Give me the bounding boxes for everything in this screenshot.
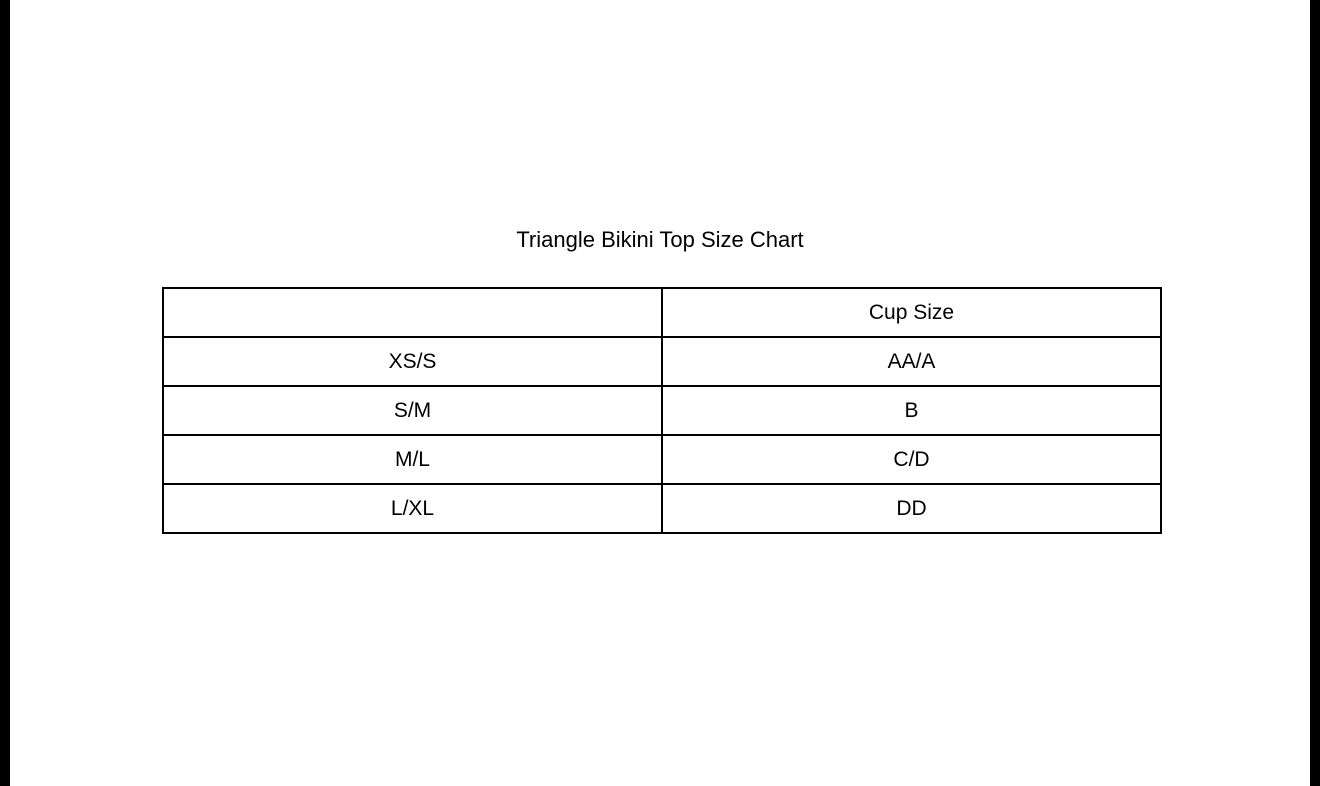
size-cell: L/XL [163,484,662,533]
size-cell: S/M [163,386,662,435]
table-row [163,484,1161,533]
size-cell: XS/S [163,337,662,386]
table-row [163,435,1161,484]
table-row [163,386,1161,435]
page-title: Triangle Bikini Top Size Chart [516,227,804,252]
cup-size-cell: C/D [662,435,1161,484]
document-page [10,0,1310,786]
size-chart-table [162,287,1162,534]
table-header-row [163,288,1161,337]
cup-size-cell: AA/A [662,337,1161,386]
column-header-cup-size: Cup Size [662,288,1161,337]
cup-size-cell: DD [662,484,1161,533]
cup-size-cell: B [662,386,1161,435]
column-header-size [163,288,662,337]
size-cell: M/L [163,435,662,484]
table-row [163,337,1161,386]
